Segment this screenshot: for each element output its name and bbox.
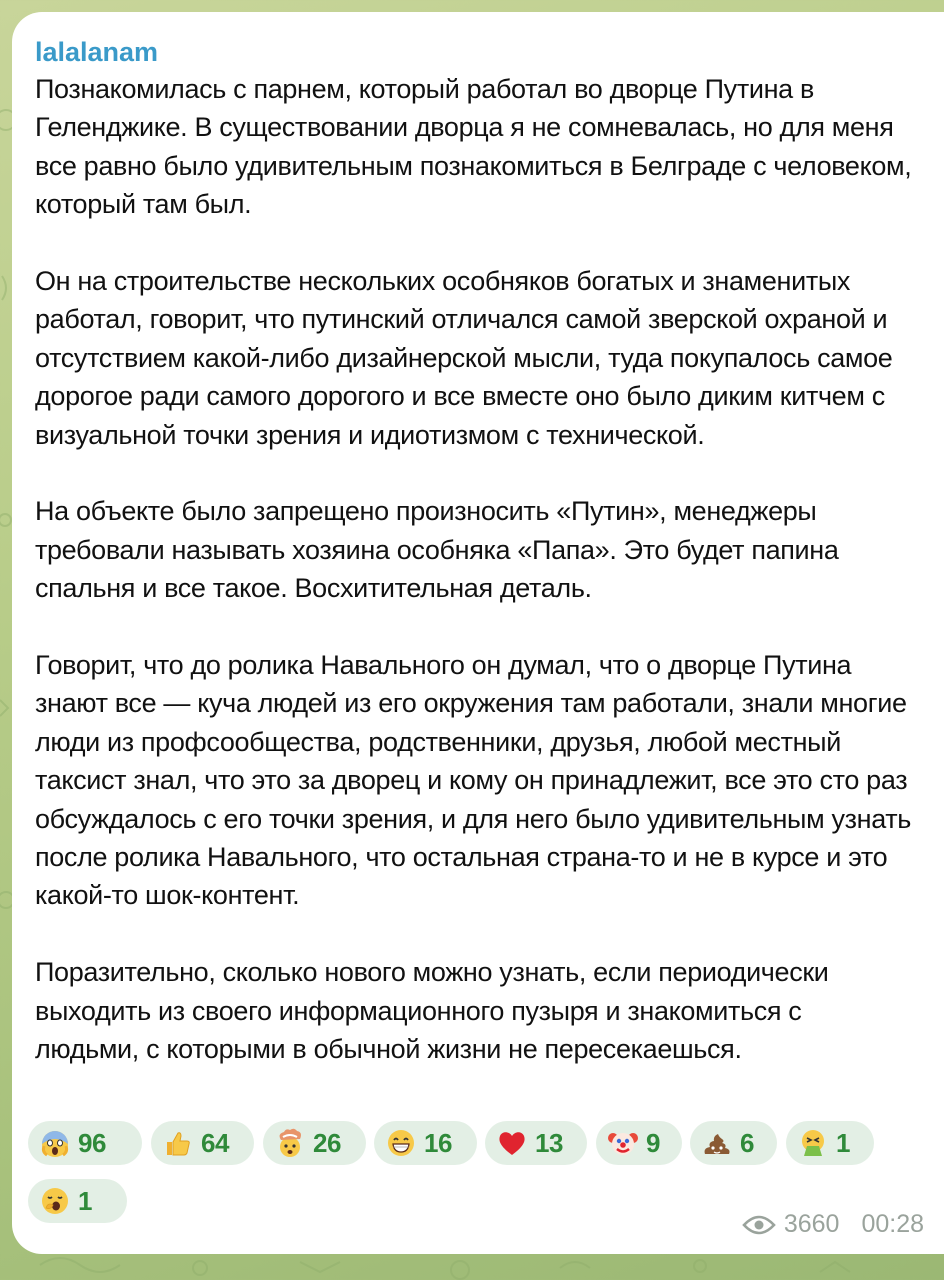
reaction-pile-of-poo[interactable]: [690, 1121, 777, 1165]
message-time: 00:28: [861, 1210, 924, 1238]
message-meta: [742, 1210, 924, 1239]
reaction-count: 9: [646, 1127, 660, 1158]
reaction-count: 16: [424, 1127, 452, 1158]
message-author[interactable]: lalalanam: [35, 37, 159, 67]
exploding-head-icon: [275, 1128, 305, 1158]
view-count: 3660: [783, 1210, 840, 1238]
reaction-yawning-face[interactable]: [28, 1179, 127, 1223]
message-paragraph-2: Он на строительстве нескольких особняков богатых и знаменитых работал, говорит, что путинский отличался самой зверской охраной и отсутствием какой-либо дизайнерской мысли, туда покупалось самое дорогое ради самого дорогого и все вместе оно было диким китчем с визуальной точки зрения и идиотизмом с технической.: [35, 266, 893, 450]
message-paragraph-1: Познакомилась с парнем, который работал во дворце Путина в Геленджике. В существовании дворца я не сомневалась, но для меня все равно было удивительным познакомиться в Белграде с человеком, который там был.: [35, 74, 912, 220]
screaming-face-icon: [40, 1128, 70, 1158]
grinning-face-icon: [386, 1128, 416, 1158]
reaction-screaming-face[interactable]: [28, 1121, 142, 1165]
red-heart-icon: [497, 1128, 527, 1158]
yawning-face-icon: [40, 1186, 70, 1216]
reaction-count: 96: [78, 1127, 106, 1158]
message-paragraph-5: Поразительно, сколько нового можно узнать, если периодически выходить из своего информационного пузыря и знакомиться с людьми, с которыми в обычной жизни не пересекаешься.: [35, 957, 829, 1065]
reaction-exploding-head[interactable]: [263, 1121, 366, 1165]
reaction-count: 1: [78, 1185, 92, 1216]
clown-face-icon: [608, 1128, 638, 1158]
reaction-grinning-face[interactable]: [374, 1121, 477, 1165]
reaction-count: 64: [201, 1127, 229, 1158]
message-paragraph-3: На объекте было запрещено произносить «Путин», менеджеры требовали называть хозяина особняка «Папа». Это будет папина спальня и все такое. Восхитительная деталь.: [35, 496, 839, 604]
reaction-count: 6: [740, 1127, 754, 1158]
reaction-red-heart[interactable]: [485, 1121, 587, 1165]
thumbs-up-icon: [163, 1128, 193, 1158]
reaction-vomiting-face[interactable]: [786, 1121, 874, 1165]
message-text: [35, 70, 944, 1069]
pile-of-poo-icon: [702, 1128, 732, 1158]
eye-icon: [742, 1214, 776, 1236]
reaction-thumbs-up[interactable]: [151, 1121, 254, 1165]
reaction-count: 1: [836, 1127, 850, 1158]
reaction-count: 13: [535, 1127, 563, 1158]
reaction-count: 26: [313, 1127, 341, 1158]
reaction-clown-face[interactable]: [596, 1121, 682, 1165]
vomiting-face-icon: [798, 1128, 828, 1158]
message-bubble[interactable]: [12, 12, 944, 1254]
message-paragraph-4: Говорит, что до ролика Навального он думал, что о дворце Путина знают все — куча людей из его окружения там работали, знали многие люди из профсообщества, родственники, друзья, любой местный таксист знал, что это за дворец и кому он принадлежит, все это сто раз обсуждалось с его точки зрения, и для него было удивительным узнать после ролика Навального, что остальная страна-то и не в курсе и это какой-то шок-контент.: [35, 650, 912, 911]
